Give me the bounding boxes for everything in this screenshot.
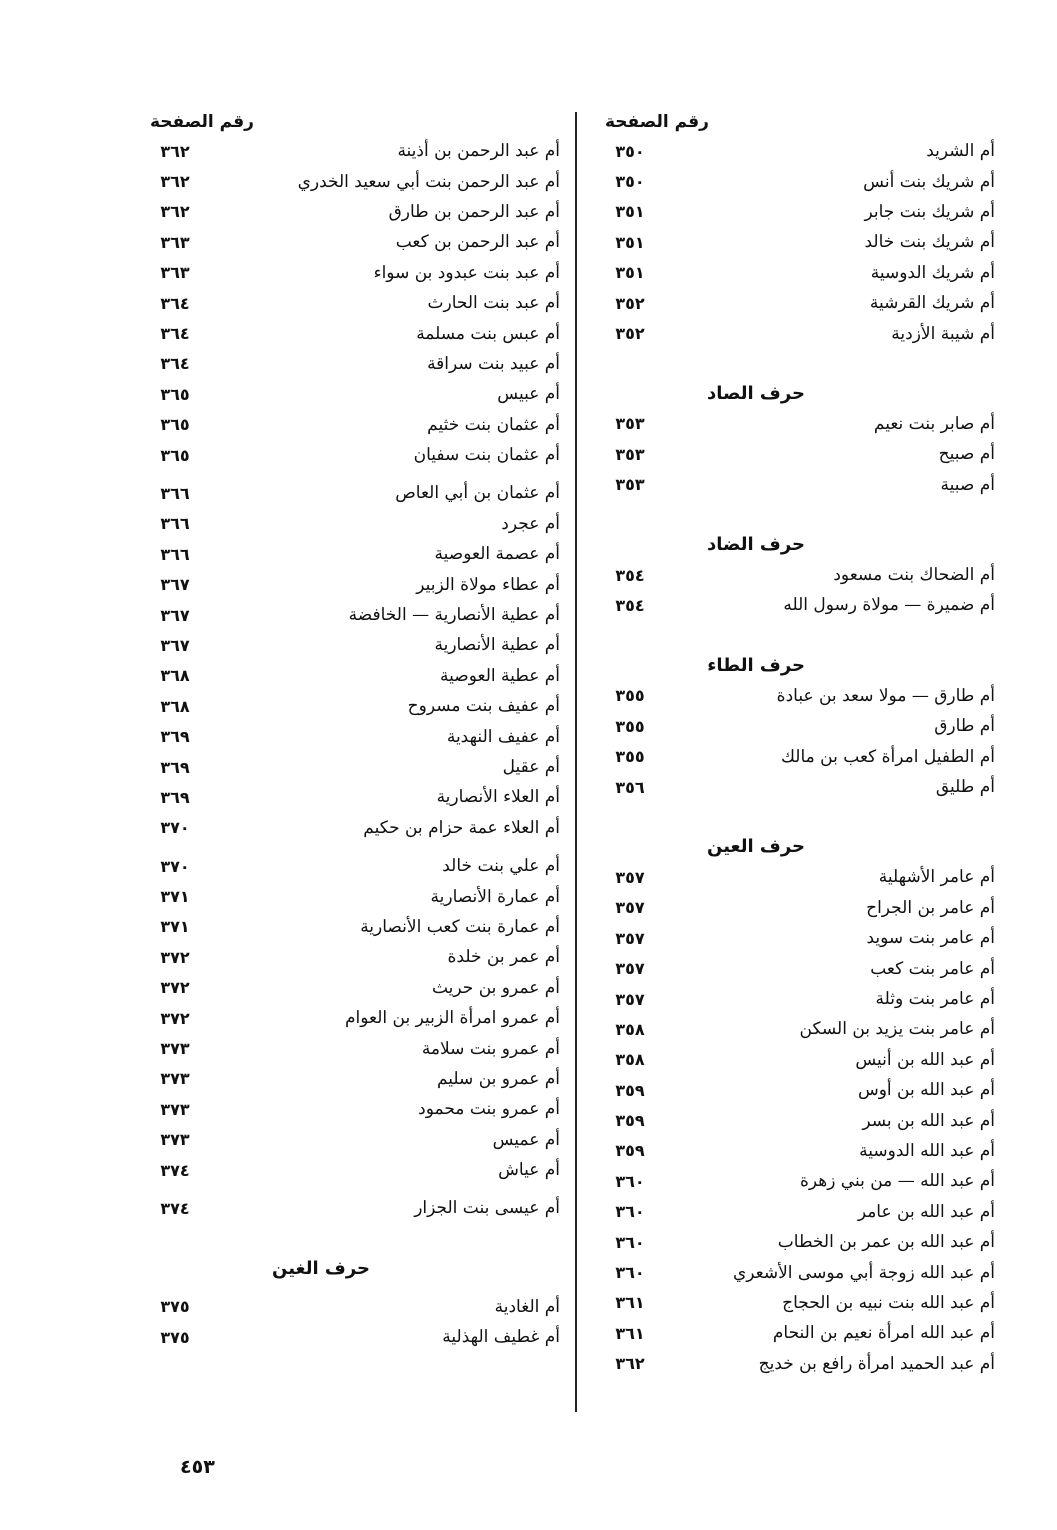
- entry-name: أم شريك بنت خالد: [864, 232, 995, 253]
- entry-page-number: ٣٦٤: [160, 354, 190, 374]
- index-entry: [140, 1003, 560, 1033]
- entry-page-number: ٣٧٥: [160, 1297, 190, 1317]
- index-entry: [140, 721, 560, 751]
- entry-name: أم عامر بن الجراح: [866, 897, 995, 918]
- entry-name: أم عمرو بنت سلامة: [421, 1038, 560, 1059]
- entry-name: أم عثمان بن أبي العاص: [395, 483, 560, 504]
- entry-page-number: ٣٧٤: [160, 1160, 190, 1180]
- index-entry: [140, 1094, 560, 1124]
- index-entry: [140, 539, 560, 569]
- entry-page-number: ٣٥٠: [615, 172, 645, 192]
- index-entry: [595, 1318, 995, 1348]
- entry-page-number: ٣٦٣: [160, 232, 190, 252]
- entry-page-number: ٣٦٠: [615, 1232, 645, 1252]
- entry-page-number: ٣٦٠: [615, 1263, 645, 1283]
- entry-name: أم العلاء الأنصارية: [436, 787, 560, 808]
- entry-page-number: ٣٦٦: [160, 514, 190, 534]
- index-entry: [140, 600, 560, 630]
- index-entry: [140, 509, 560, 539]
- index-entry: [595, 136, 995, 166]
- left-group-2: [140, 478, 560, 843]
- entry-page-number: ٣٦٥: [160, 445, 190, 465]
- index-entry: [595, 1105, 995, 1135]
- entry-name: أم عجرد: [501, 513, 560, 534]
- entry-name: أم صابر بنت نعيم: [873, 413, 995, 434]
- entry-page-number: ٣٥٧: [615, 867, 645, 887]
- index-entry: [595, 470, 995, 500]
- entry-name: أم عقيل: [502, 757, 560, 777]
- entry-page-number: ٣٥٩: [615, 1080, 645, 1100]
- entry-page-number: ٣٦٨: [160, 696, 190, 716]
- entry-name: أم عبد بنت الحارث: [427, 293, 560, 314]
- entry-page-number: ٣٥٥: [615, 747, 645, 767]
- entry-page-number: ٣٥٩: [615, 1111, 645, 1131]
- section-title-ain: حرف العين: [707, 836, 805, 858]
- entry-name: أم عبيس: [497, 384, 560, 405]
- index-entry: [140, 851, 560, 881]
- entry-name: أم عطية العوصية: [440, 665, 560, 686]
- entry-page-number: ٣٥٧: [615, 959, 645, 979]
- entry-page-number: ٣٧٣: [160, 1039, 190, 1059]
- entry-page-number: ٣٧٤: [160, 1198, 190, 1218]
- entry-name: أم عامر بنت كعب: [870, 958, 995, 979]
- entry-name: أم العلاء عمة حزام بن حكيم: [363, 817, 560, 838]
- entry-name: أم عثمان بنت سفيان: [413, 445, 560, 466]
- entry-page-number: ٣٦٢: [160, 202, 190, 222]
- entry-name: أم عبس بنت مسلمة: [416, 323, 560, 344]
- entry-page-number: ٣٥٨: [615, 1019, 645, 1039]
- entry-page-number: ٣٦١: [615, 1293, 645, 1313]
- section-title-ta: حرف الطاء: [707, 654, 805, 676]
- right-group-dad: [595, 560, 995, 621]
- index-entry: [140, 318, 560, 348]
- index-entry: [595, 318, 995, 348]
- entry-page-number: ٣٥١: [615, 232, 645, 252]
- left-group-4: [140, 1193, 560, 1223]
- entry-name: أم عامر بنت يزيد بن السكن: [799, 1019, 995, 1040]
- index-entry: [140, 1322, 560, 1352]
- section-title-ghain: حرف الغين: [272, 1257, 370, 1279]
- index-entry: [595, 1014, 995, 1044]
- left-group-1: [140, 136, 560, 470]
- entry-name: أم عيسى بنت الجزار: [414, 1198, 560, 1219]
- entry-page-number: ٣٥٢: [615, 293, 645, 313]
- index-entry: [595, 439, 995, 469]
- index-entry: [140, 440, 560, 470]
- entry-name: أم عبد الله بن عمر بن الخطاب: [777, 1232, 995, 1253]
- index-entry: [140, 136, 560, 166]
- entry-name: أم عامر الأشهلية: [878, 867, 995, 888]
- index-entry: [595, 953, 995, 983]
- entry-name: أم عبد بنت عبدود بن سواء: [373, 262, 560, 283]
- entry-name: أم عفيف النهدية: [446, 726, 560, 747]
- index-entry: [140, 1033, 560, 1063]
- index-entry: [595, 560, 995, 590]
- index-entry: [140, 912, 560, 942]
- entry-page-number: ٣٦٠: [615, 1171, 645, 1191]
- entry-page-number: ٣٧٢: [160, 978, 190, 998]
- left-group-3: [140, 851, 560, 1185]
- entry-name: أم عمرو بنت محمود: [418, 1099, 560, 1120]
- column-divider: [575, 112, 577, 1412]
- page-number: ٤٥٣: [180, 1456, 215, 1478]
- entry-name: أم طارق: [934, 716, 995, 737]
- entry-name: أم طارق — مولا سعد بن عبادة: [776, 685, 995, 706]
- entry-page-number: ٣٦٢: [615, 1354, 645, 1374]
- entry-page-number: ٣٥٨: [615, 1050, 645, 1070]
- entry-page-number: ٣٥٩: [615, 1141, 645, 1161]
- entry-name: أم عمرو بن سليم: [436, 1068, 560, 1089]
- entry-name: أم عصمة العوصية: [434, 544, 560, 565]
- entry-page-number: ٣٥٤: [615, 595, 645, 615]
- index-entry: [140, 691, 560, 721]
- entry-name: أم عفيف بنت مسروح: [407, 696, 560, 717]
- entry-name: أم شريك الدوسية: [870, 262, 995, 283]
- entry-name: أم طليق: [935, 777, 995, 798]
- entry-page-number: ٣٦٦: [160, 544, 190, 564]
- entry-page-number: ٣٥٧: [615, 928, 645, 948]
- entry-page-number: ٣٥٥: [615, 686, 645, 706]
- entry-page-number: ٣٧٥: [160, 1327, 190, 1347]
- index-entry: [595, 409, 995, 439]
- entry-name: أم عبد الله بن أوس: [857, 1080, 995, 1101]
- entry-name: أم عبد الله بن عامر: [857, 1201, 995, 1222]
- right-group-ain: [595, 862, 995, 1379]
- entry-name: أم عبد الرحمن بن أذينة: [397, 141, 560, 162]
- entry-name: أم الطفيل امرأة كعب بن مالك: [780, 746, 995, 767]
- entry-name: أم غطيف الهذلية: [442, 1327, 560, 1348]
- index-entry: [140, 661, 560, 691]
- entry-page-number: ٣٦٤: [160, 293, 190, 313]
- entry-page-number: ٣٦٧: [160, 575, 190, 595]
- entry-name: أم ضميرة — مولاة رسول الله: [783, 595, 995, 616]
- right-column: [595, 108, 995, 1379]
- index-entry: [595, 984, 995, 1014]
- entry-page-number: ٣٦٢: [160, 172, 190, 192]
- index-entry: [140, 782, 560, 812]
- entry-name: أم عطية الأنصارية: [434, 635, 560, 656]
- index-entry: [595, 923, 995, 953]
- entry-page-number: ٣٥٦: [615, 777, 645, 797]
- entry-name: أم الغادية: [494, 1296, 560, 1317]
- page-number-header: رقم الصفحة: [150, 112, 254, 132]
- entry-page-number: ٣٦٨: [160, 666, 190, 686]
- index-entry: [595, 227, 995, 257]
- index-entry: [140, 166, 560, 196]
- entry-page-number: ٣٥٤: [615, 565, 645, 585]
- entry-name: أم عبد الرحمن بن كعب: [395, 232, 560, 253]
- entry-page-number: ٣٦٧: [160, 635, 190, 655]
- index-entry: [140, 288, 560, 318]
- entry-name: أم عبد الله الدوسية: [859, 1140, 995, 1161]
- entry-name: أم شريك بنت جابر: [864, 201, 995, 222]
- index-entry: [140, 569, 560, 599]
- entry-name: أم عميس: [492, 1129, 560, 1150]
- index-entry: [595, 1197, 995, 1227]
- right-group-1: [595, 136, 995, 349]
- index-entry: [595, 741, 995, 771]
- entry-name: أم عبيد بنت سراقة: [427, 353, 560, 374]
- entry-page-number: ٣٥١: [615, 263, 645, 283]
- entry-page-number: ٣٦٦: [160, 483, 190, 503]
- entry-page-number: ٣٧٠: [160, 818, 190, 838]
- index-entry: [140, 197, 560, 227]
- entry-page-number: ٣٥١: [615, 202, 645, 222]
- entry-page-number: ٣٦٥: [160, 384, 190, 404]
- entry-page-number: ٣٧٠: [160, 856, 190, 876]
- entry-page-number: ٣٥٧: [615, 989, 645, 1009]
- index-entry: [595, 288, 995, 318]
- index-entry: [595, 1227, 995, 1257]
- index-entry: [140, 227, 560, 257]
- entry-name: أم عمرو بن حريث: [431, 977, 560, 998]
- entry-name: أم عبد الحميد امرأة رافع بن خديج: [758, 1353, 995, 1374]
- index-entry: [595, 711, 995, 741]
- index-entry: [140, 630, 560, 660]
- index-entry: [595, 862, 995, 892]
- index-entry: [595, 166, 995, 196]
- entry-name: أم عبد الله — من بني زهرة: [799, 1171, 995, 1192]
- index-entry: [595, 1075, 995, 1105]
- entry-page-number: ٣٥٣: [615, 475, 645, 495]
- left-column: [140, 108, 560, 1352]
- entry-page-number: ٣٦٣: [160, 263, 190, 283]
- index-entry: [595, 1349, 995, 1379]
- index-entry: [595, 681, 995, 711]
- index-entry: [140, 258, 560, 288]
- entry-page-number: ٣٧١: [160, 917, 190, 937]
- entry-name: أم عبد الله بنت نبيه بن الحجاج: [782, 1292, 995, 1313]
- index-entry: [140, 942, 560, 972]
- entry-page-number: ٣٥٥: [615, 716, 645, 736]
- entry-page-number: ٣٥٢: [615, 324, 645, 344]
- entry-name: أم عبد الله زوجة أبي موسى الأشعري: [732, 1262, 995, 1283]
- entry-name: أم صبيح: [938, 444, 995, 465]
- entry-name: أم عمارة بنت كعب الأنصارية: [360, 916, 560, 937]
- entry-name: أم عبد الرحمن بن طارق: [388, 201, 560, 222]
- entry-name: أم علي بنت خالد: [442, 856, 560, 877]
- index-entry: [595, 893, 995, 923]
- entry-page-number: ٣٦٩: [160, 727, 190, 747]
- index-entry: [140, 1125, 560, 1155]
- entry-name: أم عياش: [498, 1160, 560, 1181]
- entry-page-number: ٣٦٤: [160, 324, 190, 344]
- entry-page-number: ٣٦٩: [160, 787, 190, 807]
- entry-name: أم شيبة الأزدية: [891, 323, 995, 344]
- index-entry: [140, 1193, 560, 1223]
- index-entry: [595, 772, 995, 802]
- index-entry: [140, 1064, 560, 1094]
- entry-page-number: ٣٥٧: [615, 898, 645, 918]
- entry-name: أم عبد الله بن أنيس: [855, 1049, 995, 1070]
- index-entry: [140, 752, 560, 782]
- entry-name: أم عمارة الأنصارية: [430, 886, 560, 907]
- entry-page-number: ٣٧٣: [160, 1130, 190, 1150]
- index-entry: [140, 478, 560, 508]
- entry-page-number: ٣٥٣: [615, 444, 645, 464]
- entry-name: أم عبد الرحمن بنت أبي سعيد الخدري: [297, 171, 560, 192]
- entry-name: أم عبد الله امرأة نعيم بن النحام: [772, 1323, 995, 1344]
- index-entry: [595, 1136, 995, 1166]
- entry-name: أم شريك القرشية: [869, 293, 995, 314]
- entry-page-number: ٣٥٣: [615, 414, 645, 434]
- index-entry: [595, 1257, 995, 1287]
- entry-name: أم الضحاك بنت مسعود: [833, 565, 995, 586]
- entry-name: أم عمر بن خلدة: [447, 947, 560, 968]
- entry-page-number: ٣٦٧: [160, 605, 190, 625]
- entry-page-number: ٣٦٥: [160, 415, 190, 435]
- index-entry: [140, 1292, 560, 1322]
- index-entry: [595, 1288, 995, 1318]
- entry-name: أم عامر بنت وثلة: [875, 989, 995, 1009]
- entry-page-number: ٣٧٣: [160, 1099, 190, 1119]
- index-entry: [140, 881, 560, 911]
- entry-name: أم عطية الأنصارية — الخافضة: [348, 605, 560, 626]
- index-entry: [595, 590, 995, 620]
- index-entry: [595, 258, 995, 288]
- entry-page-number: ٣٦٢: [160, 141, 190, 161]
- section-title-sad: حرف الصاد: [706, 382, 805, 404]
- index-entry: [140, 349, 560, 379]
- page-number-header: رقم الصفحة: [605, 112, 709, 132]
- right-group-ta: [595, 681, 995, 803]
- left-group-ghain: [140, 1292, 560, 1353]
- index-entry: [140, 973, 560, 1003]
- entry-page-number: ٣٦٠: [615, 1202, 645, 1222]
- section-title-dad: حرف الضاد: [706, 533, 805, 555]
- entry-name: أم صبية: [940, 474, 995, 495]
- right-group-sad: [595, 409, 995, 500]
- index-entry: [595, 197, 995, 227]
- entry-page-number: ٣٥٠: [615, 141, 645, 161]
- entry-name: أم عثمان بنت خثيم: [427, 414, 560, 435]
- entry-page-number: ٣٧٢: [160, 947, 190, 967]
- index-entry: [595, 1166, 995, 1196]
- entry-page-number: ٣٧١: [160, 887, 190, 907]
- entry-page-number: ٣٧٢: [160, 1008, 190, 1028]
- index-entry: [140, 813, 560, 843]
- entry-name: أم عبد الله بن بسر: [862, 1110, 995, 1131]
- index-entry: [140, 1155, 560, 1185]
- index-entry: [140, 379, 560, 409]
- entry-name: أم شريك بنت أنس: [863, 171, 995, 192]
- entry-page-number: ٣٦٩: [160, 757, 190, 777]
- entry-name: أم عامر بنت سويد: [866, 928, 995, 949]
- entry-name: أم عطاء مولاة الزبير: [416, 574, 560, 595]
- index-entry: [140, 410, 560, 440]
- index-entry: [595, 1045, 995, 1075]
- entry-page-number: ٣٦١: [615, 1323, 645, 1343]
- entry-page-number: ٣٧٣: [160, 1069, 190, 1089]
- entry-name: أم الشريد: [926, 141, 995, 162]
- entry-name: أم عمرو امرأة الزبير بن العوام: [345, 1008, 560, 1029]
